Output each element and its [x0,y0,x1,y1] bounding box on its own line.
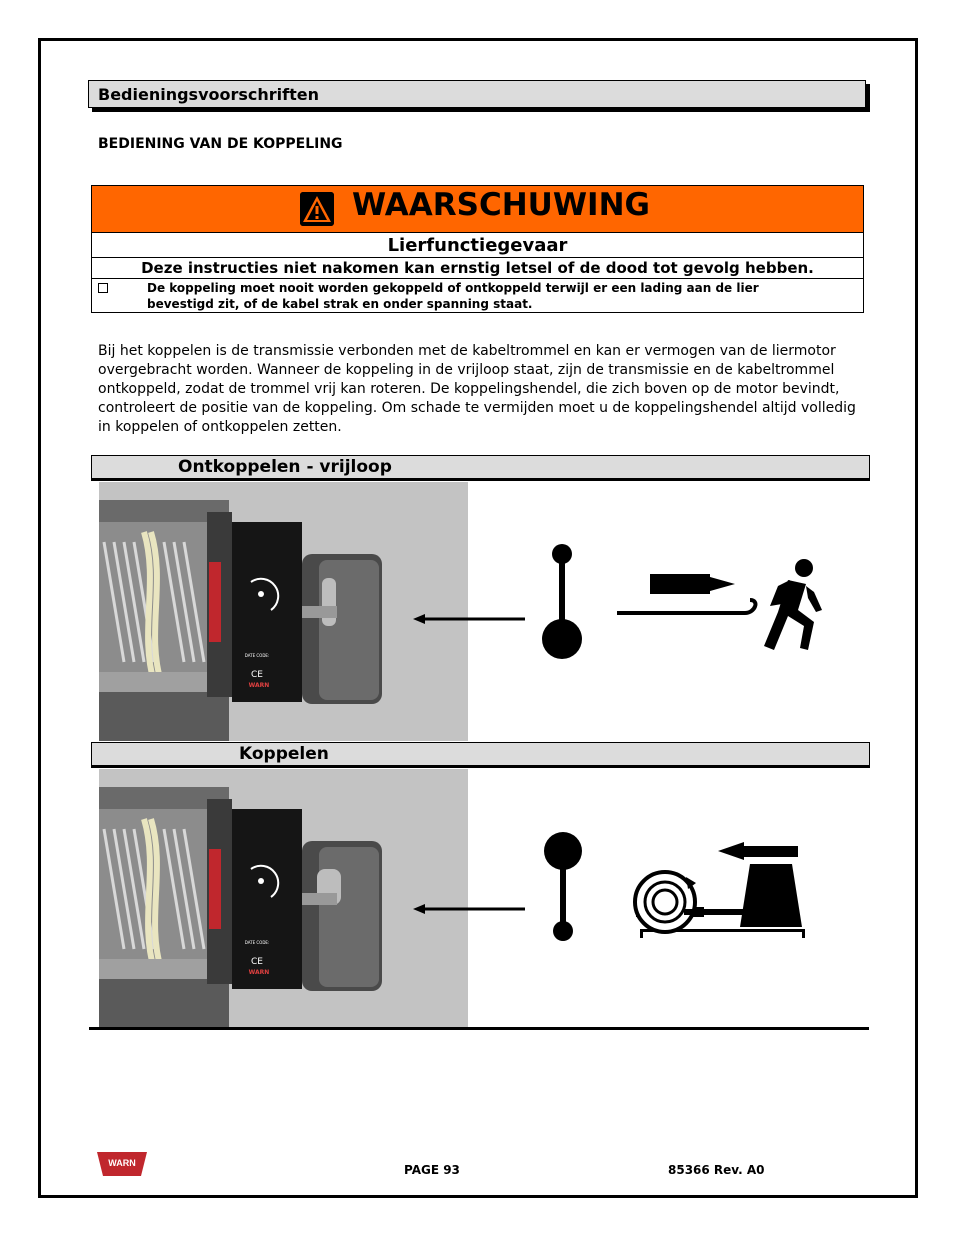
free-spool-arrow-icon [617,574,755,613]
ce-mark: CE [251,670,263,680]
section-title-bar [88,80,866,108]
lever-disengaged-icon [542,544,582,659]
warn-logo-icon [97,1152,147,1176]
winch-drum-load-icon [635,864,805,938]
warning-box [91,185,864,313]
panel-bar-engaged [91,742,870,768]
winch-brand-label: WARN [248,969,270,976]
panel-bottom-rule [89,1027,869,1030]
warning-title: WAARSCHUWING [352,187,650,223]
section-title: Bedieningsvoorschriften [98,85,320,104]
panel-bar-freespool [91,455,870,481]
lever-engaged-icon [544,832,582,941]
ce-mark: CE [251,957,263,967]
pictogram-engaged [400,769,860,1029]
warning-consequence: Deze instructies niet nakomen kan ernstig letsel of de dood tot gevolg hebben. [92,258,863,279]
winch-brand-label: WARN [248,682,270,689]
warning-item [92,279,863,312]
footer-revision: 85366 Rev. A0 [668,1163,765,1177]
body-paragraph: Bij het koppelen is de transmissie verbonden met de kabeltrommel en kan er vermogen van de liermotor overgebracht worden. Wanneer de koppeling in de vrijloop staat, zijn de transmissie en de kabeltrommel ontkoppeld, zodat de trommel vrij kan roteren. De koppelingshendel, die zich boven op de motor bevindt, controleert de positie van de koppeling. Om schade te vermijden moet u de koppelingshendel altijd volledig in koppelen of ontkoppelen zetten. [98,343,856,435]
footer-page-number: PAGE 93 [404,1163,460,1177]
warning-hazard: Lierfunctiegevaar [92,233,863,258]
subheading: BEDIENING VAN DE KOPPELING [98,136,343,152]
direction-arrow-left-icon [413,614,525,624]
warning-header [92,186,863,233]
date-code-label: DATE CODE: [244,653,270,658]
footer-logo-text: WARN [108,1158,136,1168]
warning-item-text: De koppeling moet nooit worden gekoppeld of ontkoppeld terwijl er een lading aan de lier bevestigd zit, of de kabel strak en onder spanning staat. [147,281,759,311]
checkbox-bullet-icon [98,283,108,293]
load-pull-arrow-icon [718,842,798,860]
direction-arrow-left-icon [413,904,525,914]
panel-label-engaged: Koppelen [239,744,329,764]
warning-triangle-icon [300,192,334,226]
date-code-label: DATE CODE: [244,940,270,945]
pictogram-freespool [400,482,860,742]
walking-person-icon [764,559,822,650]
panel-label-freespool: Ontkoppelen - vrijloop [178,457,392,477]
